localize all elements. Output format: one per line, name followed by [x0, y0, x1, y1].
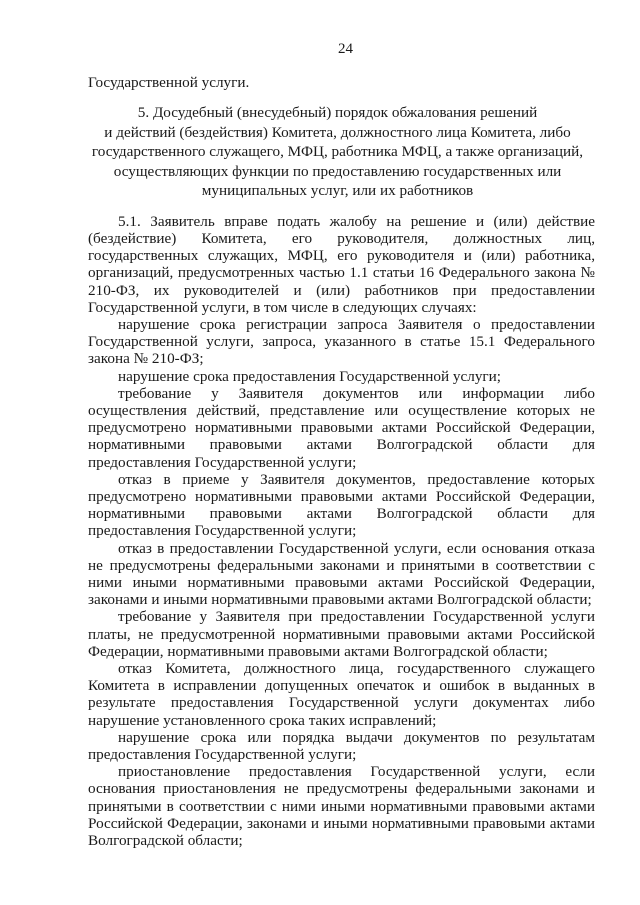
list-item: требование у Заявителя документов или информации либо осуществления действий, представление или осуществление которых не предусмотрено нормативными правовыми актами Российской Федерации, нормативными правовыми актами Волгоградской области для предоставления Государственной услуги;	[88, 384, 595, 471]
list-item: отказ Комитета, должностного лица, государственного служащего Комитета в исправлении допущенных опечаток и ошибок в выданных в результате предоставления Государственной услуги документах либо нарушение установленного срока таких исправлений;	[88, 659, 595, 729]
continuation-text: Государственной услуги.	[88, 74, 250, 91]
section-title-line: муниципальных услуг, или их работников	[201, 182, 474, 200]
page-number: 24	[338, 41, 353, 57]
section-title-line: осуществляющих функции по предоставлению государственных или	[113, 162, 562, 180]
paragraph-5-1: 5.1. Заявитель вправе подать жалобу на решение и (или) действие (бездействие) Комитета, его руководителя, должностных лиц, государственных служащих, МФЦ, его руководителя и (или) работника, организаций, предусмотренных частью 1.1 статьи 16 Федерального закона № 210-ФЗ, их руководителей и (или) работников при предоставлении Государственной услуги, в том числе в следующих случаях:	[88, 212, 595, 316]
list-item: нарушение срока или порядка выдачи документов по результатам предоставления Государственной услуги;	[88, 728, 595, 763]
list-item: отказ в приеме у Заявителя документов, предоставление которых предусмотрено нормативными правовыми актами Российской Федерации, нормативными правовыми актами Волгоградской области для предоставления Государственной услуги;	[88, 470, 595, 540]
list-item: отказ в предоставлении Государственной услуги, если основания отказа не предусмотрены федеральными законами и принятыми в соответствии с ними иными нормативными правовыми актами Российской Федерации, законами и иными нормативными правовыми актами Волгоградской области;	[88, 539, 595, 609]
list-item: приостановление предоставления Государственной услуги, если основания приостановления не предусмотрены федеральными законами и принятыми в соответствии с ними иными нормативными правовыми актами Российской Федерации, законами и иными нормативными правовыми актами Волгоградской области;	[88, 763, 595, 850]
list-item: нарушение срока регистрации запроса Заявителя о предоставлении Государственной услуги, запроса, указанного в статье 15.1 Федерального закона № 210-ФЗ;	[88, 315, 595, 368]
section-title-line: 5. Досудебный (внесудебный) порядок обжалования решений	[137, 104, 538, 122]
section-title	[88, 103, 595, 201]
list-item: нарушение срока предоставления Государственной услуги;	[118, 367, 502, 385]
list-item: требование у Заявителя при предоставлении Государственной услуги платы, не предусмотренной нормативными правовыми актами Российской Федерации, нормативными правовыми актами Волгоградской области;	[88, 608, 595, 660]
section-title-line: и действий (бездействия) Комитета, должностного лица Комитета, либо	[104, 123, 571, 141]
section-title-line: государственного служащего, МФЦ, работника МФЦ, а также организаций,	[91, 143, 584, 161]
